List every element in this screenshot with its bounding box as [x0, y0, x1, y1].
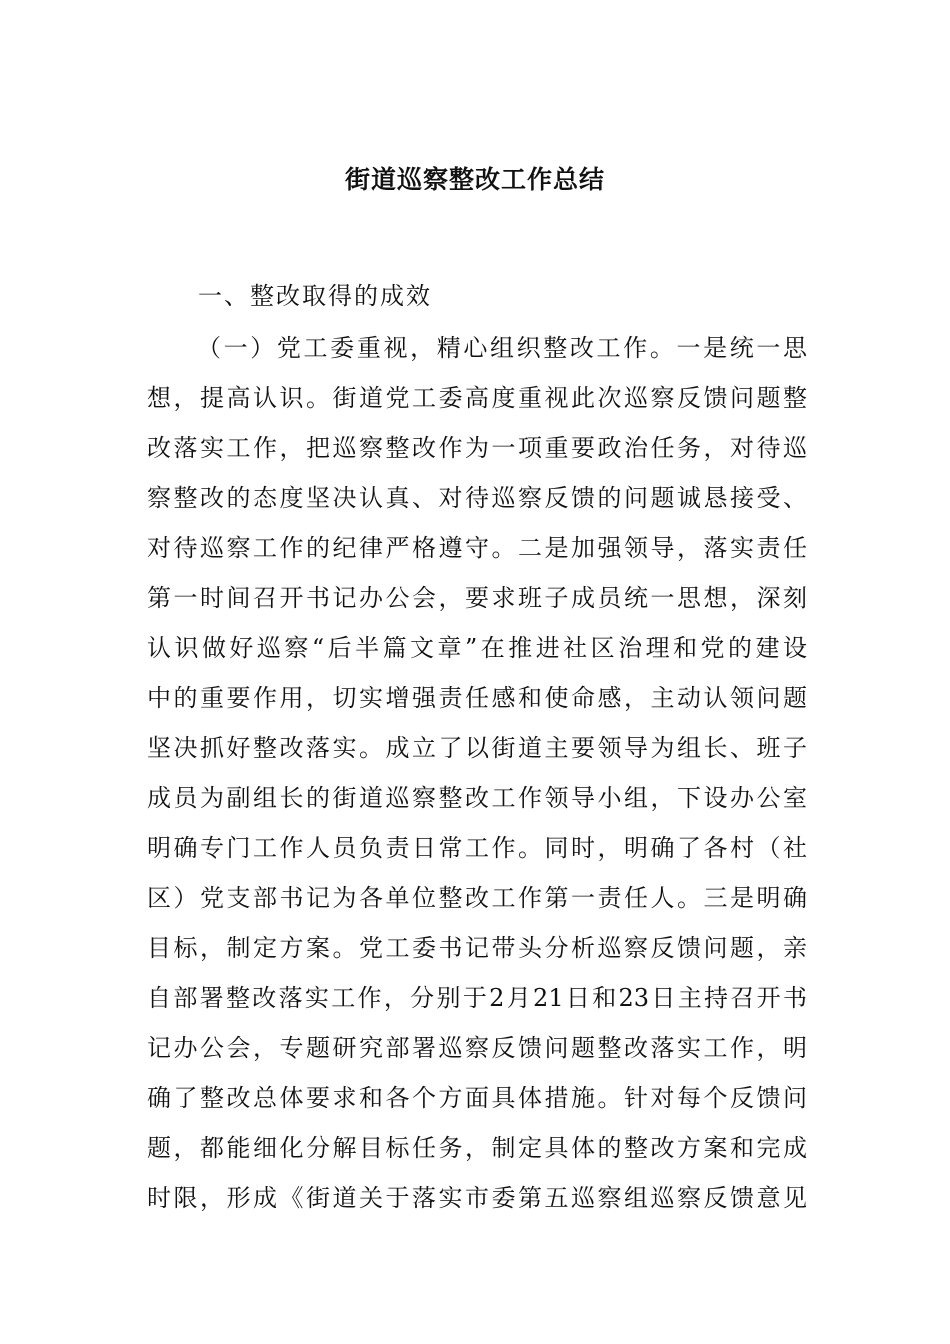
- paragraph-line: 坚决抓好整改落实。成立了以街道主要领导为组长、班子: [147, 734, 807, 762]
- paragraph-line: 察整改的态度坚决认真、对待巡察反馈的问题诚恳接受、: [147, 484, 807, 512]
- paragraph-line: 时限，形成《街道关于落实市委第五巡察组巡察反馈意见: [147, 1184, 807, 1212]
- paragraph-line: 对待巡察工作的纪律严格遵守。二是加强领导，落实责任: [147, 534, 807, 562]
- paragraph-line: 确了整改总体要求和各个方面具体措施。针对每个反馈问: [147, 1084, 807, 1112]
- paragraph-line: 认识做好巡察“后半篇文章”在推进社区治理和党的建设: [147, 634, 807, 662]
- paragraph-line: 第一时间召开书记办公会，要求班子成员统一思想，深刻: [147, 584, 807, 612]
- paragraph-line: （一）党工委重视，精心组织整改工作。一是统一思: [197, 334, 807, 362]
- paragraph-line: 想，提高认识。街道党工委高度重视此次巡察反馈问题整: [147, 384, 807, 412]
- paragraph-line: 成员为副组长的街道巡察整改工作领导小组，下设办公室: [147, 784, 807, 812]
- paragraph-line: 中的重要作用，切实增强责任感和使命感，主动认领问题: [147, 684, 807, 712]
- paragraph-line: 目标，制定方案。党工委书记带头分析巡察反馈问题，亲: [147, 934, 807, 962]
- paragraph-line: 题，都能细化分解目标任务，制定具体的整改方案和完成: [147, 1134, 807, 1162]
- paragraph-line: 明确专门工作人员负责日常工作。同时，明确了各村（社: [147, 834, 807, 862]
- body-text: [147, 323, 807, 1223]
- paragraph-line: 改落实工作，把巡察整改作为一项重要政治任务，对待巡: [147, 434, 807, 462]
- document-title: 街道巡察整改工作总结: [344, 165, 605, 194]
- section-heading: 一、整改取得的成效: [198, 282, 432, 310]
- paragraph-line: 自部署整改落实工作，分别于2月21日和23日主持召开书: [147, 984, 807, 1012]
- paragraph-line: 区）党支部书记为各单位整改工作第一责任人。三是明确: [147, 884, 807, 912]
- paragraph-line: 记办公会，专题研究部署巡察反馈问题整改落实工作，明: [147, 1034, 807, 1062]
